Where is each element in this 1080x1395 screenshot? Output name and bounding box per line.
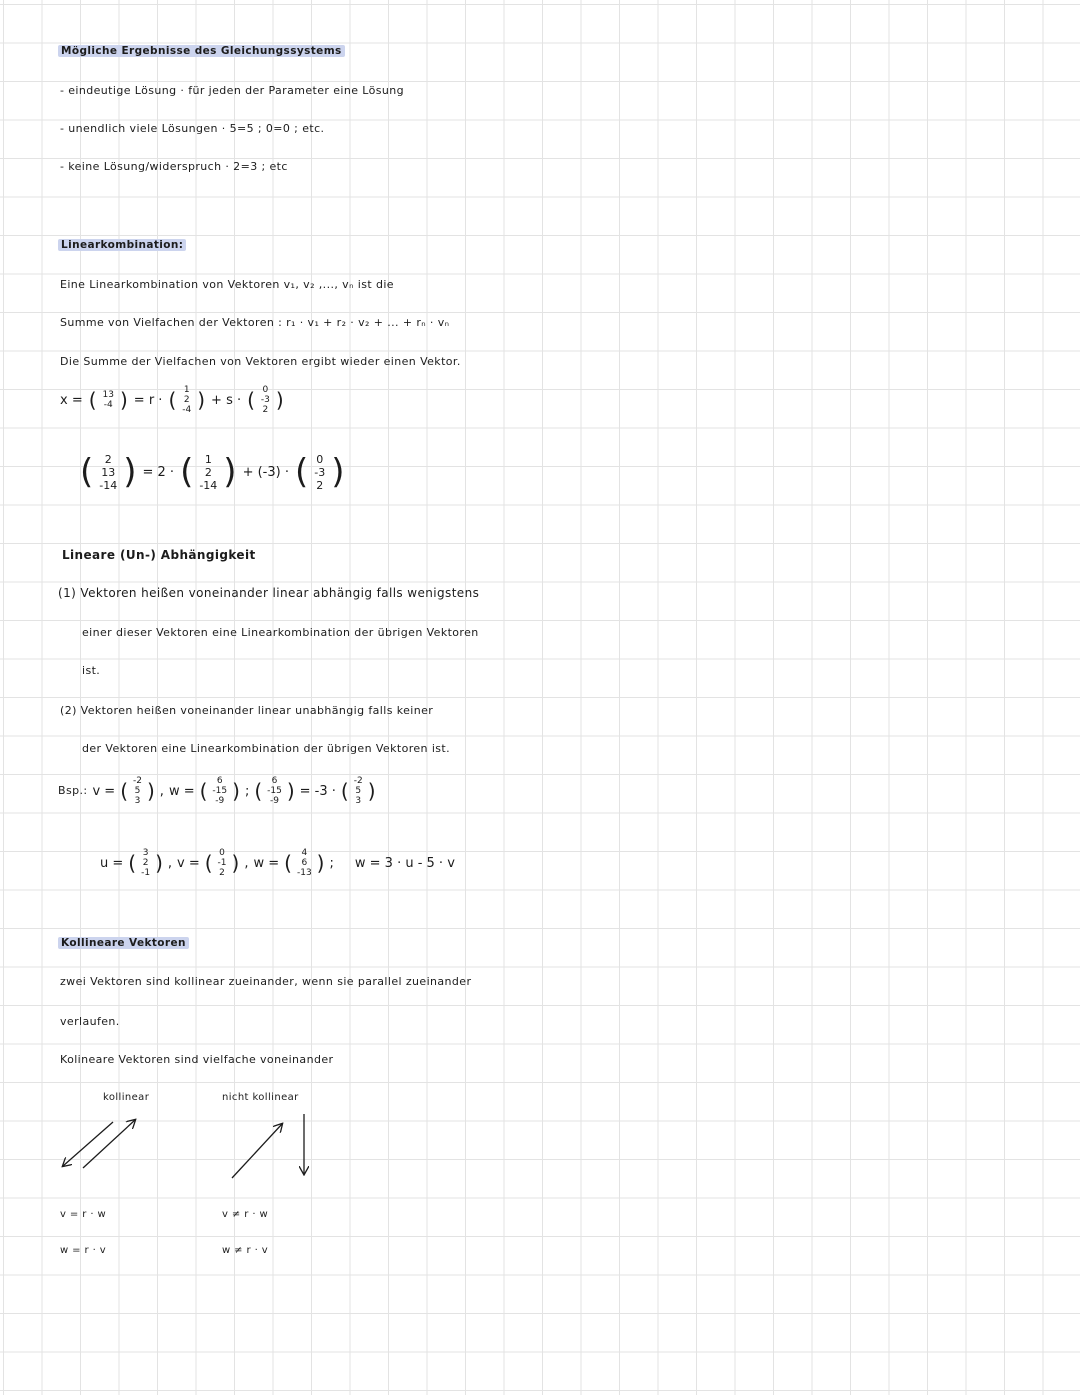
dependency-example-1: Bsp.: v = ( -2 5 3 ) , w = ( 6 -15 -9 ) ; ( 6 -15 -9 ) = -3 · ( -2 5 3 )	[58, 776, 376, 806]
label-collinear: kollinear	[103, 1092, 150, 1103]
not-collinear-eq-1: v ≠ r · w	[222, 1209, 269, 1220]
dependency-2-line1: (2) Vektoren heißen voneinander linear unabhängig falls keiner	[60, 704, 434, 717]
heading-results: Mögliche Ergebnisse des Gleichungssystems	[58, 44, 345, 58]
lk-definition-line1: Eine Linearkombination von Vektoren v₁, v₂ ,..., vₙ ist die	[60, 278, 394, 291]
lk-definition-line2: Summe von Vielfachen der Vektoren : r₁ · v₁ + r₂ · v₂ + ... + rₙ · vₙ	[60, 316, 450, 329]
collinear-line3: Kolineare Vektoren sind vielfache voneinander	[60, 1053, 334, 1066]
collinear-eq-2: w = r · v	[60, 1245, 107, 1256]
dependency-1-line1: (1) Vektoren heißen voneinander linear abhängig falls wenigstens	[58, 586, 480, 600]
not-collinear-arrows-icon	[220, 1108, 330, 1184]
result-none: - keine Lösung/widerspruch · 2=3 ; etc	[60, 160, 288, 173]
heading-collinear: Kollineare Vektoren	[58, 936, 189, 950]
lk-formula-general: x = ( 13 -4 ) = r · ( 1 2 -4 ) + s · ( 0 -3 2 )	[60, 385, 284, 415]
result-infinite: - unendlich viele Lösungen · 5=5 ; 0=0 ; etc.	[60, 122, 325, 135]
dependency-example-2: u = ( 3 2 -1 ) , v = ( 0 -1 2 ) , w = ( 4 6 -13 ) ; w = 3 · u - 5 · v	[100, 848, 455, 878]
dependency-1-line2: einer dieser Vektoren eine Linearkombination der übrigen Vektoren	[82, 626, 479, 639]
collinear-eq-1: v = r · w	[60, 1209, 107, 1220]
heading-linear-combination: Linearkombination:	[58, 238, 186, 252]
example-label: Bsp.:	[58, 784, 88, 797]
label-not-collinear: nicht kollinear	[222, 1092, 299, 1103]
not-collinear-eq-2: w ≠ r · v	[222, 1245, 269, 1256]
result-unique: - eindeutige Lösung · für jeden der Parameter eine Lösung	[60, 84, 404, 97]
heading-dependency: Lineare (Un-) Abhängigkeit	[62, 548, 256, 562]
lk-formula-example: ( 2 13 -14 ) = 2 · ( 1 2 -14 ) + (-3) · ( 0 -3 2 )	[80, 452, 345, 492]
collinear-line1: zwei Vektoren sind kollinear zueinander, wenn sie parallel zueinander	[60, 975, 472, 988]
dependency-2-line2: der Vektoren eine Linearkombination der übrigen Vektoren ist.	[82, 742, 451, 755]
example-relation: w = 3 · u - 5 · v	[354, 855, 455, 871]
formula-x-label: x =	[60, 392, 83, 408]
lk-definition-line3: Die Summe der Vielfachen von Vektoren ergibt wieder einen Vektor.	[60, 355, 461, 368]
collinear-line2: verlaufen.	[60, 1015, 120, 1028]
dependency-1-line3: ist.	[82, 664, 101, 677]
collinear-arrows-icon	[55, 1110, 155, 1180]
